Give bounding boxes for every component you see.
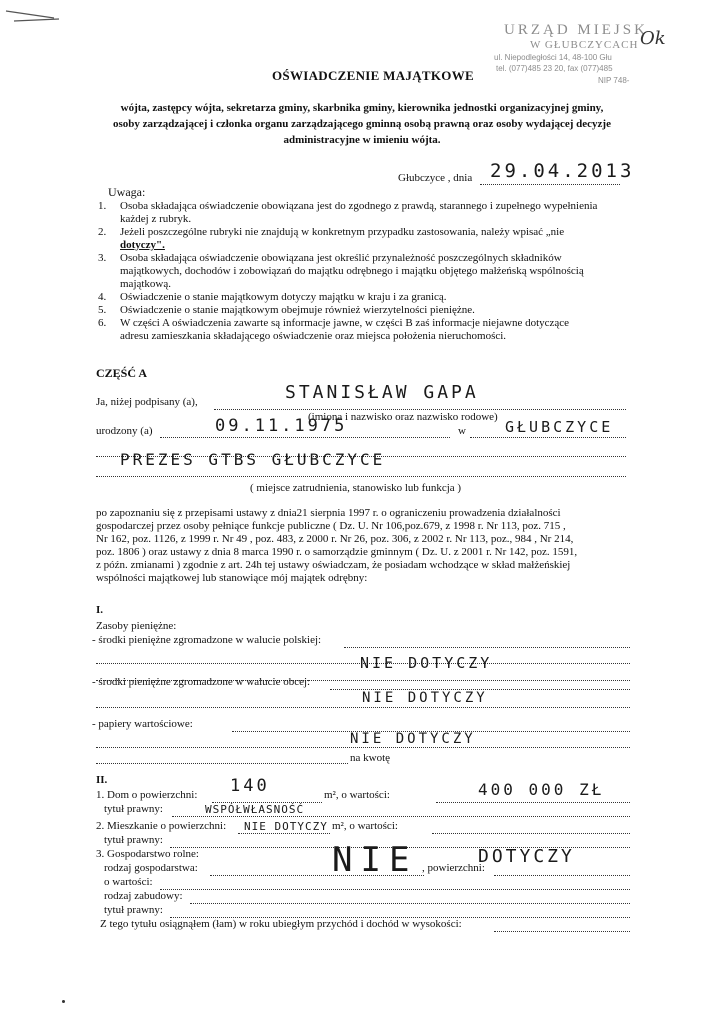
- born-date: 09.11.1975: [215, 416, 348, 436]
- statute-line: gospodarczej przez osoby pełniące funkcje publiczne ( Dz. U. Nr 106,poz.679, z 1998 r. Nr 113, poz. 715 ,: [96, 520, 566, 532]
- job-dots-2: [96, 476, 626, 477]
- kwote-label: na kwotę: [350, 752, 391, 764]
- uwaga-item: [98, 226, 658, 252]
- pln-handwritten: NIE DOTYCZY: [360, 654, 493, 672]
- uwaga-num: 6.: [98, 317, 107, 329]
- statute-line: Nr 162, poz. 1126, z 1999 r. Nr 49 , poz. 483, z 2000 r. Nr 26, poz. 306, z 2002 r. Nr 113, poz., 984 , Nr 214,: [96, 533, 574, 545]
- uwaga-item: [98, 252, 658, 291]
- section2-heading: II.: [96, 774, 108, 786]
- dom-area: 140: [230, 776, 270, 796]
- stamp-line5: NIP 748-: [598, 76, 630, 85]
- uwaga-line: Oświadczenie o stanie majątkowym dotyczy majątku w kraju i za granicą.: [120, 291, 447, 303]
- stamp-line4: tel. (077)485 23 20, fax (077)485: [496, 64, 613, 73]
- uwaga-heading: Uwaga:: [108, 185, 146, 199]
- subtitle-line: administracyjne w imieniu wójta.: [283, 134, 441, 146]
- foreign-dots-2: [96, 707, 630, 708]
- nie-handwritten: NIE: [332, 840, 418, 880]
- job-handwritten: PREZES GTBS GŁUBCZYCE: [120, 450, 386, 469]
- office-stamp: [492, 22, 722, 92]
- dom-value: 400 000 ZŁ: [478, 780, 605, 799]
- mieszkanie-label: 2. Mieszkanie o powierzchni:: [96, 820, 227, 832]
- statute-line: wspólności majątkowej lub stanowiące mój majątek odrębny:: [96, 572, 368, 584]
- tytul1-handwritten: WSPÓŁWŁASNOŚĆ: [205, 803, 305, 816]
- mieszkanie-dots: [238, 833, 330, 834]
- dochod-dots: [494, 931, 630, 932]
- statute-line: poz. 1806 ) oraz ustawy z dnia 8 marca 1990 r. o samorządzie gminnym ( Dz. U. z 2001 r. Nr 142, poz. 1591,: [96, 546, 578, 558]
- stamp-line3: ul. Niepodległości 14, 48-100 Głu: [494, 53, 612, 62]
- dochod-label: Z tego tytułu osiągnąłem (łam) w roku ubiegłym przychód i dochód w wysokości:: [100, 918, 462, 930]
- corner-scribble: [4, 6, 64, 28]
- name-caption: (imiona i nazwisko oraz nazwisko rodowe): [308, 411, 498, 423]
- uwaga-num: 1.: [98, 200, 107, 212]
- dom-unit: m², o wartości:: [324, 789, 390, 801]
- section1-heading: I.: [96, 604, 104, 616]
- kwote-dots: [96, 763, 348, 764]
- uwaga-item: [98, 200, 658, 226]
- owart-label: o wartości:: [104, 876, 153, 888]
- subtitle: [60, 100, 664, 148]
- mieszkanie-handwritten: NIE DOTYCZY: [244, 820, 328, 833]
- uwaga-line: majątkową.: [120, 278, 172, 290]
- uwaga-num: 5.: [98, 304, 107, 316]
- subtitle-line: osoby zarządzającej i członka organu zarządzającego gminną osobą prawną oraz osoby wydającej decyzje: [113, 118, 611, 130]
- dom-value-dots: [436, 802, 630, 803]
- powierzchni-dots: [494, 875, 630, 876]
- pln-dots-1: [344, 647, 630, 648]
- mieszkanie-value-dots: [432, 833, 630, 834]
- uwaga-line: adresu zamieszkania składającego oświadczenie oraz miejsca położenia nieruchomości.: [120, 330, 507, 342]
- born-place-dots: [470, 437, 626, 438]
- rodzaj-label: rodzaj gospodarstwa:: [104, 862, 198, 874]
- uwaga-line: Osoba składająca oświadczenie obowiązana jest do zgodnego z prawdą, starannego i zupełnego wypełnienia: [120, 200, 598, 212]
- papers-label: - papiery wartościowe:: [92, 718, 193, 730]
- tytul2-label: tytuł prawny:: [104, 834, 163, 846]
- section-a-heading: CZĘŚĆ A: [96, 366, 148, 380]
- uwaga-line: W części A oświadczenia zawarte są informacje jawne, w części B zaś informacje niejawne dotyczące: [120, 317, 570, 329]
- papers-handwritten: NIE DOTYCZY: [350, 731, 476, 747]
- uwaga-line: Osoba składająca oświadczenie obowiązana jest określić przynależność poszczególnych składników: [120, 252, 562, 264]
- owart-dots: [160, 889, 630, 890]
- place-label: Głubczyce , dnia: [398, 172, 473, 184]
- stamp-signature: Ok: [640, 28, 666, 49]
- dom-label: 1. Dom o powierzchni:: [96, 789, 198, 801]
- papers-dots-2: [96, 747, 630, 748]
- speck: [62, 1000, 65, 1003]
- uwaga-item: [98, 317, 658, 343]
- place-date: 29.04.2013: [490, 160, 635, 182]
- born-place: GŁUBCZYCE: [505, 418, 614, 436]
- job-caption: ( miejsce zatrudnienia, stanowisko lub funkcja ): [250, 482, 462, 494]
- uwaga-item: [98, 304, 658, 317]
- tytul3-label: tytuł prawny:: [104, 904, 163, 916]
- subtitle-line: wójta, zastępcy wójta, sekretarza gminy, skarbnika gminy, kierownika jednostki organizacyjnej gminy,: [120, 102, 604, 114]
- zabudowy-dots: [190, 903, 630, 904]
- uwaga-num: 2.: [98, 226, 107, 238]
- statute-text: [96, 507, 676, 585]
- uwaga-num: 3.: [98, 252, 107, 264]
- statute-line: po zapoznaniu się z przepisami ustawy z dnia21 sierpnia 1997 r. o ograniczeniu prowadzenia działalności: [96, 507, 561, 519]
- uwaga-line: dotyczy".: [120, 239, 165, 251]
- page-title: OŚWIADCZENIE MAJĄTKOWE: [272, 68, 474, 83]
- powierzchni-label: , powierzchni:: [422, 862, 485, 874]
- born-label: urodzony (a): [96, 425, 153, 437]
- foreign-handwritten: NIE DOTYCZY: [362, 690, 488, 706]
- name-handwritten: STANISŁAW GAPA: [285, 382, 479, 403]
- uwaga-line: Oświadczenie o stanie majątkowym obejmuje również wierzytelności pieniężne.: [120, 304, 475, 316]
- tytul1-dots: [172, 816, 630, 817]
- uwaga-line: Jeżeli poszczególne rubryki nie znajdują w konkretnym przypadku zastosowania, należy wpisać „nie: [120, 226, 565, 238]
- uwaga-line: majątkowych, dochodów i zobowiązań do majątku odrębnego i majątku objętego małżeńską wspólnością: [120, 265, 584, 277]
- stamp-line1: URZĄD MIEJSK: [504, 22, 648, 38]
- uwaga-num: 4.: [98, 291, 107, 303]
- stamp-line2: W GŁUBCZYCACH: [530, 39, 639, 51]
- foreign-label: - środki pieniężne zgromadzone w walucie obcej:: [92, 676, 311, 688]
- born-dots: [160, 437, 450, 438]
- name-dots: [214, 409, 626, 410]
- ja-label: Ja, niżej podpisany (a),: [96, 396, 198, 408]
- zasoby-label: Zasoby pieniężne:: [96, 620, 177, 632]
- gosp-label: 3. Gospodarstwo rolne:: [96, 848, 199, 860]
- zabudowy-label: rodzaj zabudowy:: [104, 890, 183, 902]
- statute-line: z późn. zmianami ) zgodnie z art. 24h tej ustawy oświadczam, że posiadam wchodzące w skład małżeńskiej: [96, 559, 571, 571]
- uwaga-item: [98, 291, 658, 304]
- born-w: w: [458, 425, 466, 437]
- dotyczy-handwritten: DOTYCZY: [478, 846, 575, 867]
- pln-label: - środki pieniężne zgromadzone w walucie polskiej:: [92, 634, 322, 646]
- uwaga-list: [98, 200, 658, 343]
- tytul1-label: tytuł prawny:: [104, 803, 163, 815]
- date-dots: [480, 184, 620, 185]
- mieszkanie-unit: m², o wartości:: [332, 820, 398, 832]
- uwaga-line: każdej z rubryk.: [120, 213, 192, 225]
